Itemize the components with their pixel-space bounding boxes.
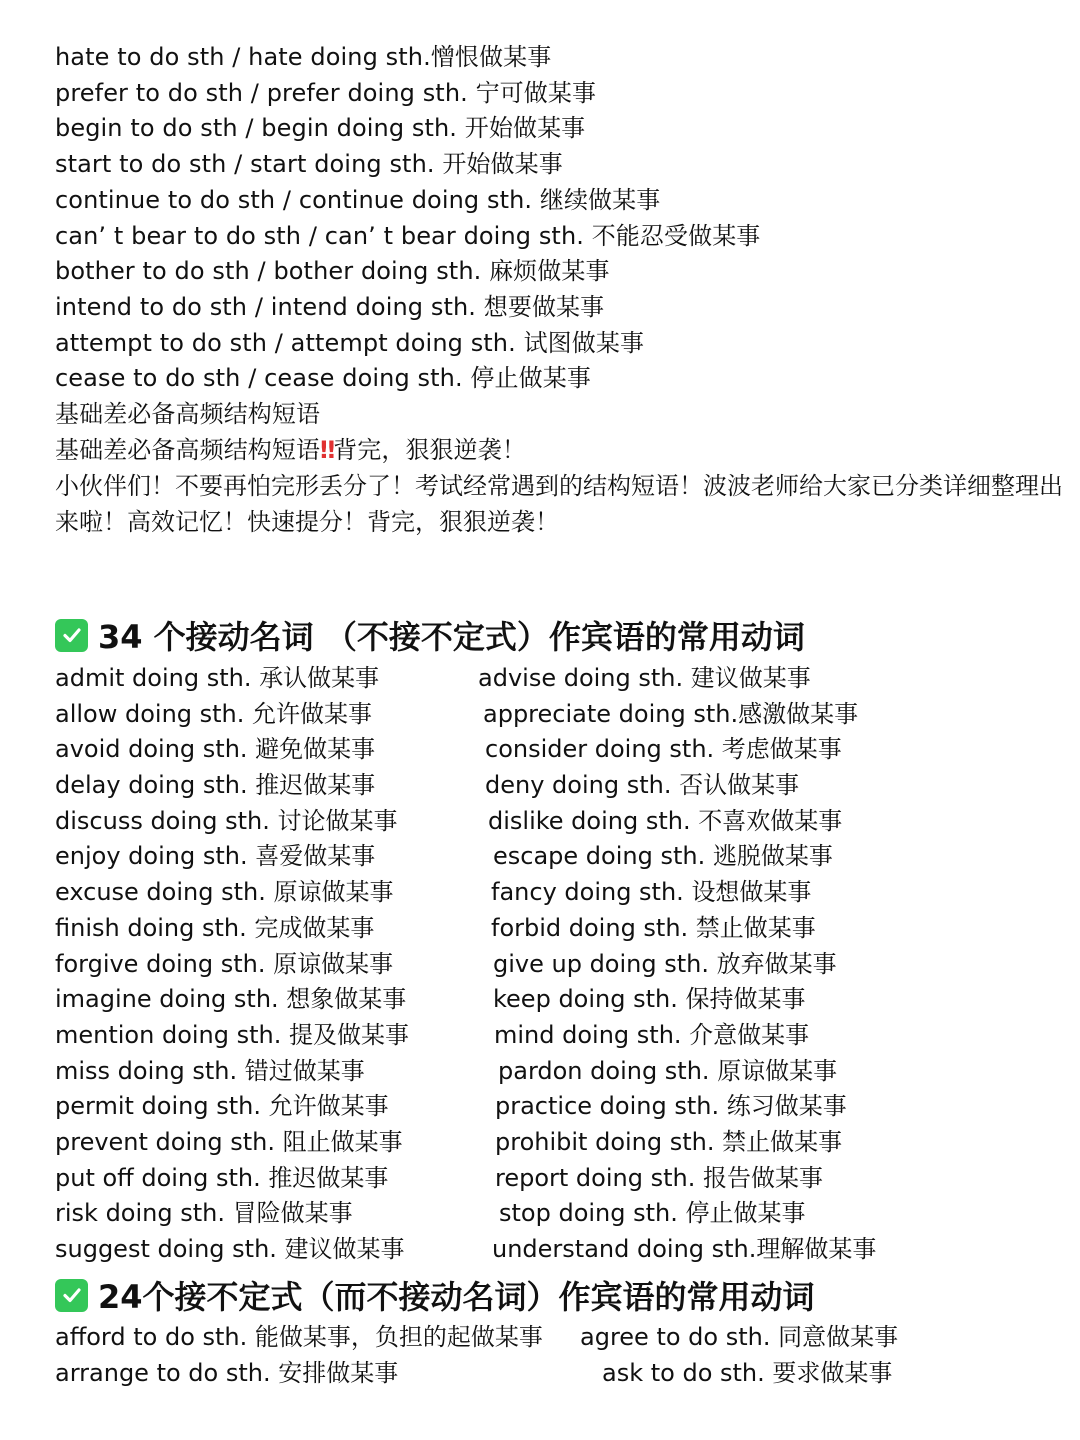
section-title-infinitive	[55, 1272, 815, 1318]
list-item: stop doing sth. 停止做某事	[499, 1199, 806, 1228]
headline	[55, 433, 1065, 469]
intro-line: prefer to do sth / prefer doing sth. 宁可做某事	[55, 78, 597, 107]
section-title-text: 34 个接动名词 （不接不定式）作宾语的常用动词	[98, 618, 805, 656]
list-item: allow doing sth. 允许做某事	[55, 699, 373, 728]
section-title-gerund	[55, 612, 805, 658]
gerund-verbs-left-column	[55, 661, 409, 1268]
list-item: advise doing sth. 建议做某事	[478, 664, 811, 692]
list-item: forbid doing sth. 禁止做某事	[491, 913, 816, 942]
list-item: agree to do sth. 同意做某事	[580, 1323, 899, 1351]
intro-line: bother to do sth / bother doing sth. 麻烦做某事	[55, 257, 610, 286]
intro-line: start to do sth / start doing sth. 开始做某事	[55, 150, 563, 179]
list-item: mind doing sth. 介意做某事	[494, 1020, 810, 1049]
list-item: dislike doing sth. 不喜欢做某事	[488, 806, 843, 835]
list-item: understand doing sth.理解做某事	[492, 1235, 877, 1263]
list-item: discuss doing sth. 讨论做某事	[55, 806, 398, 835]
list-item: ask to do sth. 要求做某事	[602, 1358, 893, 1387]
list-item: pardon doing sth. 原谅做某事	[498, 1056, 838, 1085]
list-item: imagine doing sth. 想象做某事	[55, 985, 407, 1014]
infinitive-verbs-left-column	[55, 1320, 543, 1391]
list-item: prevent doing sth. 阻止做某事	[55, 1127, 403, 1156]
double-exclamation-icon: ‼	[320, 435, 334, 464]
list-item: mention doing sth. 提及做某事	[55, 1020, 409, 1049]
list-item: put off doing sth. 推迟做某事	[55, 1163, 389, 1192]
list-item: practice doing sth. 练习做某事	[495, 1092, 847, 1121]
check-mark-icon	[55, 1279, 88, 1312]
list-item: fancy doing sth. 设想做某事	[491, 878, 812, 907]
intro-paragraph: 小伙伴们！不要再怕完形丢分了！考试经常遇到的结构短语！波波老师给大家已分类详细整理出来啦！高效记忆！快速提分！背完，狠狠逆袭！	[55, 472, 1063, 537]
list-item: admit doing sth. 承认做某事	[55, 664, 380, 692]
list-item: enjoy doing sth. 喜爱做某事	[55, 842, 376, 871]
list-item: permit doing sth. 允许做某事	[55, 1092, 389, 1121]
intro-line: hate to do sth / hate doing sth.憎恨做某事	[55, 43, 552, 71]
list-item: risk doing sth. 冒险做某事	[55, 1199, 353, 1228]
intro-line: continue to do sth / continue doing sth. 继续做某事	[55, 185, 661, 214]
check-mark-icon	[55, 619, 88, 652]
intro-block	[55, 40, 1065, 540]
list-item: avoid doing sth. 避免做某事	[55, 735, 376, 764]
list-item: finish doing sth. 完成做某事	[55, 913, 375, 942]
intro-line: attempt to do sth / attempt doing sth. 试图做某事	[55, 328, 645, 357]
list-item: appreciate doing sth.感激做某事	[483, 699, 859, 728]
list-item: report doing sth. 报告做某事	[495, 1163, 823, 1192]
intro-line: 基础差必备高频结构短语	[55, 400, 321, 429]
list-item: prohibit doing sth. 禁止做某事	[495, 1127, 843, 1156]
infinitive-verbs-right-column	[580, 1320, 898, 1391]
list-item: miss doing sth. 错过做某事	[55, 1056, 365, 1085]
gerund-verbs-right-column	[478, 661, 876, 1268]
headline-text: 基础差必备高频结构短语	[55, 435, 321, 464]
list-item: keep doing sth. 保持做某事	[493, 985, 806, 1014]
intro-line: can’ t bear to do sth / can’ t bear doing sth. 不能忍受做某事	[55, 221, 761, 250]
headline-text-tail: 背完，狠狠逆袭！	[333, 435, 526, 464]
list-item: suggest doing sth. 建议做某事	[55, 1235, 405, 1263]
list-item: afford to do sth. 能做某事，负担的起做某事	[55, 1323, 543, 1351]
list-item: forgive doing sth. 原谅做某事	[55, 949, 394, 978]
list-item: excuse doing sth. 原谅做某事	[55, 878, 394, 907]
list-item: consider doing sth. 考虑做某事	[485, 735, 842, 764]
list-item: escape doing sth. 逃脱做某事	[493, 842, 833, 871]
list-item: give up doing sth. 放弃做某事	[493, 949, 837, 978]
intro-line: begin to do sth / begin doing sth. 开始做某事	[55, 114, 586, 143]
list-item: deny doing sth. 否认做某事	[485, 771, 800, 800]
list-item: arrange to do sth. 安排做某事	[55, 1358, 399, 1387]
section-title-text: 24个接不定式（而不接动名词）作宾语的常用动词	[98, 1278, 815, 1316]
list-item: delay doing sth. 推迟做某事	[55, 771, 376, 800]
intro-line: intend to do sth / intend doing sth. 想要做某事	[55, 292, 605, 321]
intro-line: cease to do sth / cease doing sth. 停止做某事	[55, 364, 591, 393]
